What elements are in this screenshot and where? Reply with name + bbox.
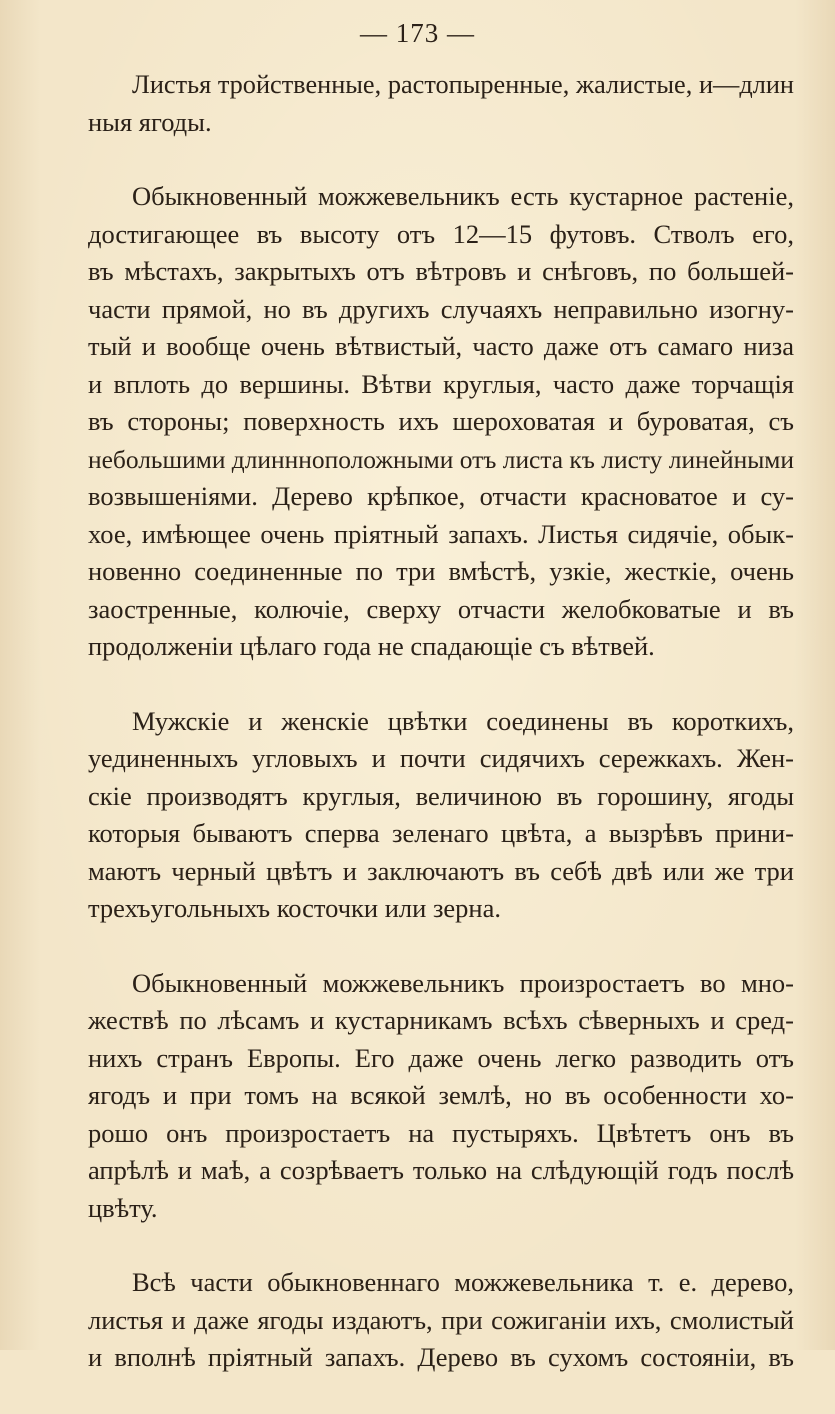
text-line: въ мѣстахъ, закрытыхъ отъ вѣтровъ и снѣговъ, по большей-: [88, 256, 794, 286]
text-line: апрѣлѣ и маѣ, а созрѣваетъ только на слѣдующій годъ послѣ: [88, 1155, 794, 1185]
text-line: Всѣ части обыкновеннаго можжевельника т. е. дерево,: [132, 1267, 794, 1297]
text-line: Листья тройственные, растопыренные, жалистые, и—длин: [132, 70, 794, 99]
paragraph-2: [88, 178, 794, 666]
paragraph-3: [88, 703, 794, 928]
paragraph-5: [88, 1264, 794, 1377]
text-line: и вполнѣ пріятный запахъ. Дерево въ сухомъ состояніи, въ: [88, 1342, 794, 1372]
text-line: въ стороны; поверхность ихъ шероховатая и буроватая, съ: [88, 406, 794, 436]
text-line: и вплоть до вершины. Вѣтви круглыя, часто даже торчащія: [88, 368, 794, 399]
text-line: рошо онъ произростаетъ на пустыряхъ. Цвѣтетъ онъ въ: [88, 1117, 794, 1148]
paragraph-4: [88, 965, 794, 1228]
text-line: продолженіи цѣлаго года не спадающіе съ вѣтвей.: [88, 631, 655, 661]
paragraph-1: [88, 66, 794, 141]
text-line: Обыкновенный можжевельникъ есть кустарное растеніе,: [132, 181, 794, 211]
text-line: Мужскіе и женскіе цвѣтки соединены въ короткихъ,: [132, 705, 794, 736]
text-line: жествѣ по лѣсамъ и кустарникамъ всѣхъ сѣверныхъ и сред-: [88, 1005, 794, 1035]
text-line: Обыкновенный можжевельникъ произростаетъ во мно-: [132, 967, 794, 998]
text-line: маютъ черный цвѣтъ и заключаютъ въ себѣ двѣ или же три: [88, 855, 794, 886]
text-line: тый и вообще очень вѣтвистый, часто даже отъ самаго низа: [88, 331, 794, 361]
text-line: части прямой, но въ другихъ случаяхъ неправильно изогну-: [88, 293, 794, 324]
text-line: ныя ягоды.: [88, 106, 212, 137]
text-line: скіе производятъ круглыя, величиною въ горошину, ягоды: [88, 780, 794, 811]
text-line: хое, имѣющее очень пріятный запахъ. Листья сидячіе, обык-: [88, 518, 794, 549]
page-number: — 173 —: [360, 18, 475, 48]
text-line: ягодъ и при томъ на всякой землѣ, но въ особенности хо-: [88, 1080, 794, 1110]
text-line: заостренные, колючіе, сверху отчасти желобковатые и въ: [88, 593, 794, 624]
text-line: достигающее въ высоту отъ 12—15 футовъ. Стволъ его,: [88, 218, 794, 249]
text-line: трехъугольныхъ косточки или зерна.: [88, 893, 502, 923]
body-text: [88, 66, 794, 1414]
text-line: уединенныхъ угловыхъ и почти сидячихъ сережкахъ. Жен-: [88, 743, 794, 773]
text-line: небольшими длиннноположными отъ листа къ листу линейными: [88, 444, 794, 474]
text-line: возвышеніями. Дерево крѣпкое, отчасти красноватое и су-: [88, 481, 794, 511]
text-line: цвѣту.: [88, 1192, 158, 1223]
text-line: нихъ странъ Европы. Его даже очень легко разводить отъ: [88, 1042, 794, 1073]
text-line: новенно соединенные по три вмѣстѣ, узкіе, жесткіе, очень: [88, 556, 794, 586]
text-line: которыя бываютъ сперва зеленаго цвѣта, а вызрѣвъ прини-: [88, 818, 794, 848]
text-line: листья и даже ягоды издаютъ, при сожиганіи ихъ, смолистый: [88, 1304, 794, 1335]
